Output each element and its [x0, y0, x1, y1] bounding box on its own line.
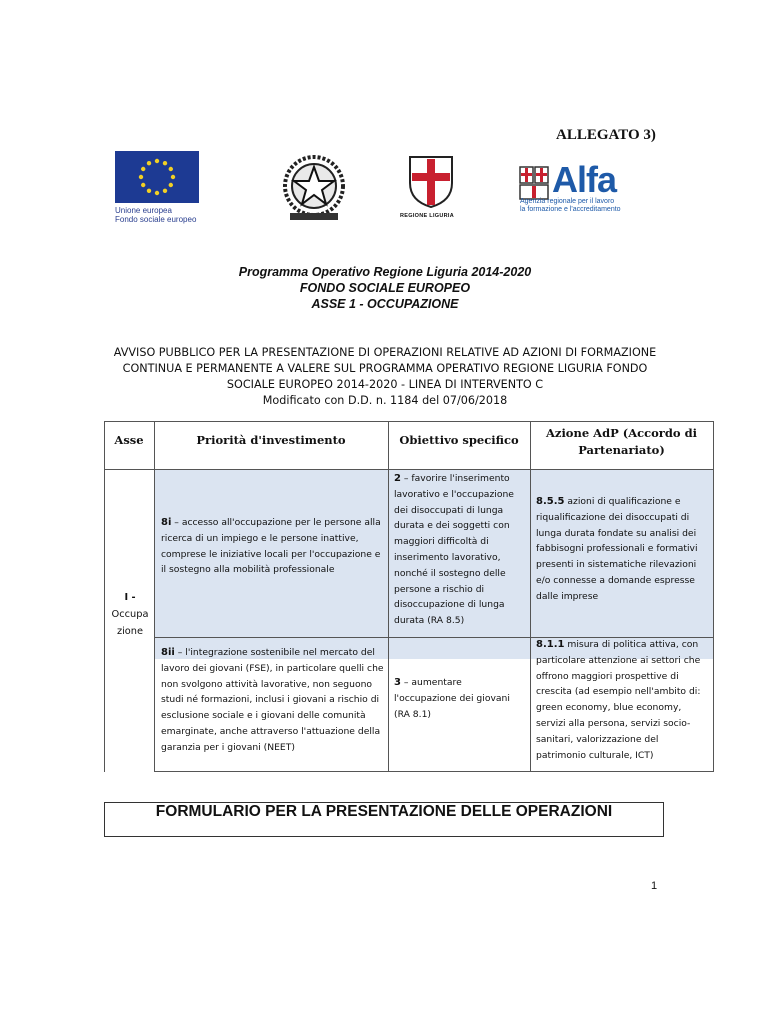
- obiettivo-line: durata e dei soggetti con: [394, 520, 510, 532]
- page-number: 1: [651, 880, 658, 892]
- obiettivo-line: (RA 8.1): [394, 708, 431, 720]
- obiettivo-line: durata (RA 8.5): [394, 615, 465, 627]
- azione-text: misura di politica attiva, con: [564, 639, 699, 650]
- priorita-line: [161, 645, 387, 661]
- obiettivo-line: dei disoccupati di lunga: [394, 504, 504, 516]
- alfa-caption: [520, 198, 621, 214]
- alfa-caption-line: Agenzia regionale per il lavoro: [520, 198, 615, 205]
- priorita-code: 8ii: [161, 647, 175, 658]
- priorita-text: – l'integrazione sostenibile nel mercato del: [174, 647, 375, 658]
- header-obiettivo: Obiettivo specifico: [399, 433, 519, 447]
- obiettivo-line: [394, 471, 530, 487]
- programme-heading: [0, 264, 770, 312]
- avviso-line: AVVISO PUBBLICO PER LA PRESENTAZIONE DI OPERAZIONI RELATIVE AD AZIONI DI FORMAZIONE: [113, 346, 657, 359]
- azione-line: green economy, blue economy,: [536, 702, 682, 714]
- header-azione-line: Partenariato): [578, 443, 665, 457]
- azione-line: dalle imprese: [536, 590, 599, 602]
- asse-line: Occupa: [111, 609, 149, 620]
- azione-line: fabbisogni professionali e formativi: [536, 543, 698, 555]
- azione-line: lunga durata fondate su analisi dei: [536, 527, 697, 539]
- priorita-line: garanzia per i giovani (NEET): [161, 741, 295, 753]
- azione-line: patrimonio culturale, ICT): [536, 749, 654, 761]
- priorita-line: emarginate, anche attraverso l'attuazione della: [161, 725, 381, 737]
- obiettivo-line: disoccupazione di lunga: [394, 599, 505, 611]
- priorita-line: ricerca di un impiego e le persone inattive,: [161, 532, 359, 544]
- header-asse: Asse: [114, 433, 144, 447]
- azione-line: particolare attenzione ai settori che: [536, 654, 701, 666]
- azione-line: riqualificazione dei disoccupati di: [536, 511, 690, 523]
- liguria-caption: REGIONE LIGURIA: [400, 213, 455, 219]
- priorita-line: lavoro dei giovani (FSE), in particolare quelli che: [161, 662, 384, 674]
- header-azione: [530, 425, 713, 459]
- programme-line: ASSE 1 - OCCUPAZIONE: [311, 297, 459, 311]
- priorita-text: – accesso all'occupazione per le persone alla: [171, 517, 381, 528]
- header-priorita: Priorità d'investimento: [196, 433, 346, 447]
- table-border: [104, 469, 714, 470]
- avviso-title: [110, 345, 660, 409]
- azione-line: presenti in sistematiche rilevazioni: [536, 559, 697, 571]
- obiettivo-line: persone a rischio di: [394, 583, 485, 595]
- italian-republic-emblem: [278, 151, 350, 225]
- obiettivo-cell-3: [394, 675, 530, 722]
- programme-line: FONDO SOCIALE EUROPEO: [299, 281, 471, 295]
- avviso-line: SOCIALE EUROPEO 2014-2020 - LINEA DI INTERVENTO C: [226, 378, 544, 391]
- priorita-code: 8i: [161, 517, 172, 528]
- programme-line: Programma Operativo Regione Liguria 2014-2020: [238, 265, 532, 279]
- obiettivo-line: inserimento lavorativo,: [394, 551, 501, 563]
- obiettivo-cell-2: [394, 471, 530, 629]
- asse-line: zione: [116, 626, 144, 637]
- priorita-line: il sostegno alla mobilità professionale: [161, 564, 335, 576]
- azione-line: sanitari, valorizzazione del: [536, 733, 659, 745]
- header-azione-line: Azione AdP (Accordo di: [545, 426, 697, 440]
- regione-liguria-logo: [402, 153, 460, 209]
- eu-flag-logo: [115, 151, 199, 203]
- eu-stars-icon: [115, 151, 199, 203]
- obiettivo-line: [394, 675, 530, 691]
- form-title: FORMULARIO PER LA PRESENTAZIONE DELLE OPERAZIONI: [155, 803, 613, 820]
- table-border: [154, 421, 155, 772]
- avviso-line: CONTINUA E PERMANENTE A VALERE SUL PROGRAMMA OPERATIVO REGIONE LIGURIA FONDO: [122, 362, 648, 375]
- azione-line: [536, 637, 714, 653]
- azione-line: offrono maggiori prospettive di: [536, 670, 679, 682]
- table-border: [388, 421, 389, 772]
- priorita-cell-8i: [161, 515, 387, 578]
- azione-line: servizi alla persona, servizi socio-: [536, 717, 691, 729]
- azione-cell-855: [536, 494, 714, 605]
- obiettivo-code: 2: [394, 473, 401, 484]
- obiettivo-line: nonché il sostegno delle: [394, 567, 506, 579]
- table-border: [104, 421, 714, 422]
- priorita-line: studi né formazioni, inclusi i giovani a rischio di: [161, 694, 380, 706]
- eu-caption-line: Fondo sociale europeo: [115, 215, 197, 224]
- priorita-line: [161, 515, 387, 531]
- eu-caption: [115, 206, 196, 224]
- obiettivo-line: maggiori difficoltà di: [394, 536, 489, 548]
- azione-text: azioni di qualificazione e: [564, 496, 681, 507]
- obiettivo-text: – favorire l'inserimento: [400, 473, 510, 484]
- azione-line: [536, 494, 714, 510]
- priorita-line: comprese le iniziative locali per l'occupazione e: [161, 548, 381, 560]
- obiettivo-code: 3: [394, 677, 401, 688]
- azione-code: 8.1.1: [536, 639, 565, 650]
- table-border: [530, 421, 531, 772]
- priorita-line: esclusione sociale e i giovani delle comunità: [161, 710, 366, 722]
- obiettivo-line: l'occupazione dei giovani: [394, 692, 510, 704]
- alfa-wordmark: Alfa: [552, 159, 617, 200]
- allegato-label: ALLEGATO 3): [556, 127, 656, 143]
- table-border: [154, 771, 714, 772]
- priorita-cell-8ii: [161, 645, 387, 756]
- table-border: [104, 421, 105, 772]
- obiettivo-text: – aumentare: [400, 677, 462, 688]
- asse-cell: [106, 589, 154, 640]
- azione-cell-811: [536, 637, 714, 763]
- obiettivo-line: lavorativo e l'occupazione: [394, 488, 514, 500]
- asse-line: I -: [124, 592, 136, 603]
- azione-code: 8.5.5: [536, 496, 565, 507]
- azione-line: crescita (ad esempio nell'ambito di:: [536, 686, 701, 698]
- azione-line: e/o connesse a domande espresse: [536, 574, 695, 586]
- priorita-line: non svolgono attività lavorative, non seguono: [161, 678, 373, 690]
- alfa-caption-line: la formazione e l'accreditamento: [520, 206, 621, 213]
- avviso-modified-line: Modificato con D.D. n. 1184 del 07/06/2018: [262, 394, 508, 407]
- eu-caption-line: Unione europea: [115, 206, 172, 215]
